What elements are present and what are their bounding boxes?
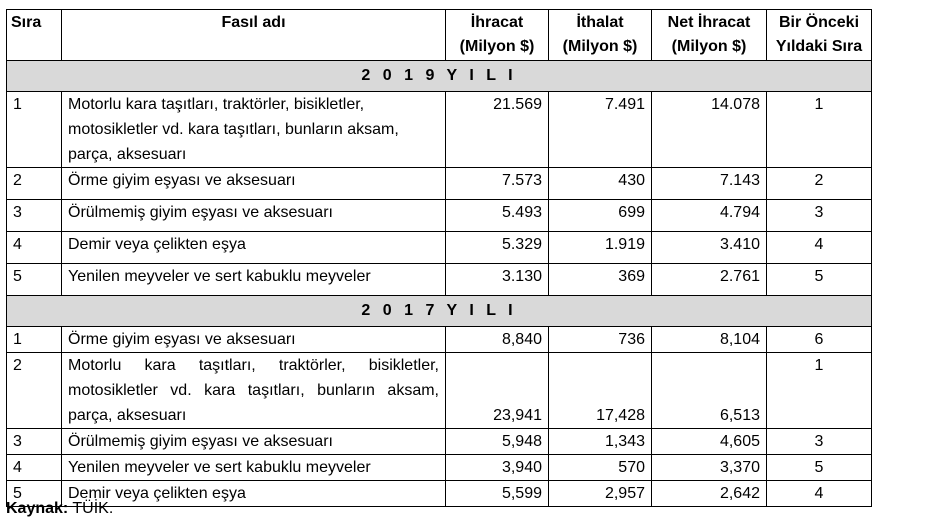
cell-ihracat: 8,840	[446, 327, 549, 353]
cell-net: 7.143	[652, 168, 767, 200]
cell-sira: 2	[7, 353, 62, 429]
cell-net: 14.078	[652, 92, 767, 168]
cell-ithalat: 699	[549, 200, 652, 232]
cell-fasil: Örme giyim eşyası ve aksesuarı	[62, 327, 446, 353]
cell-fasil: Motorlu kara taşıtları, traktörler, bisikletler, motosikletler vd. kara taşıtları, bunların aksam, parça, aksesuarı	[62, 92, 446, 168]
source-note	[6, 500, 113, 518]
cell-sira: 5	[7, 264, 62, 296]
table-row	[7, 200, 872, 232]
section-2019-row	[7, 61, 872, 92]
table-row	[7, 92, 872, 168]
table-row	[7, 429, 872, 455]
cell-ihracat: 21.569	[446, 92, 549, 168]
cell-net: 3,370	[652, 455, 767, 481]
cell-ithalat: 17,428	[549, 353, 652, 429]
cell-ithalat: 2,957	[549, 481, 652, 507]
table-row	[7, 481, 872, 507]
cell-fasil: Örülmemiş giyim eşyası ve aksesuarı	[62, 429, 446, 455]
cell-onceki: 2	[767, 168, 872, 200]
cell-sira: 1	[7, 327, 62, 353]
cell-ithalat: 1,343	[549, 429, 652, 455]
header-ihracat: İhracat (Milyon $)	[446, 10, 549, 61]
header-net: Net İhracat (Milyon $)	[652, 10, 767, 61]
cell-net: 4.794	[652, 200, 767, 232]
cell-sira: 5	[7, 481, 62, 507]
cell-fasil: Örülmemiş giyim eşyası ve aksesuarı	[62, 200, 446, 232]
cell-ithalat: 369	[549, 264, 652, 296]
cell-ihracat: 3,940	[446, 455, 549, 481]
cell-sira: 4	[7, 455, 62, 481]
cell-net: 2,642	[652, 481, 767, 507]
cell-ithalat: 570	[549, 455, 652, 481]
cell-net: 8,104	[652, 327, 767, 353]
cell-net: 4,605	[652, 429, 767, 455]
cell-onceki: 5	[767, 455, 872, 481]
cell-ithalat: 1.919	[549, 232, 652, 264]
section-2017-title: 2 0 1 7 Y I L I	[7, 296, 872, 327]
cell-onceki: 1	[767, 353, 872, 429]
table-row	[7, 168, 872, 200]
cell-onceki: 5	[767, 264, 872, 296]
header-sira: Sıra	[7, 10, 62, 61]
cell-net: 3.410	[652, 232, 767, 264]
cell-ihracat: 7.573	[446, 168, 549, 200]
cell-fasil: Örme giyim eşyası ve aksesuarı	[62, 168, 446, 200]
header-onceki: Bir Önceki Yıldaki Sıra	[767, 10, 872, 61]
cell-ihracat: 5.493	[446, 200, 549, 232]
cell-onceki: 4	[767, 481, 872, 507]
cell-fasil: Yenilen meyveler ve sert kabuklu meyveler	[62, 455, 446, 481]
cell-fasil: Demir veya çelikten eşya	[62, 481, 446, 507]
cell-sira: 3	[7, 200, 62, 232]
cell-onceki: 3	[767, 200, 872, 232]
source-value: TÜİK.	[68, 500, 114, 517]
cell-sira: 4	[7, 232, 62, 264]
table-row	[7, 353, 872, 429]
cell-net: 6,513	[652, 353, 767, 429]
cell-onceki: 6	[767, 327, 872, 353]
cell-fasil: Yenilen meyveler ve sert kabuklu meyveler	[62, 264, 446, 296]
cell-sira: 3	[7, 429, 62, 455]
cell-fasil: Demir veya çelikten eşya	[62, 232, 446, 264]
cell-fasil: Motorlu kara taşıtları, traktörler, bisikletler, motosikletler vd. kara taşıtları, bunların aksam, parça, aksesuarı	[62, 353, 446, 429]
header-row	[7, 10, 872, 61]
cell-sira: 2	[7, 168, 62, 200]
cell-net: 2.761	[652, 264, 767, 296]
cell-ihracat: 5.329	[446, 232, 549, 264]
table-row	[7, 232, 872, 264]
cell-ithalat: 7.491	[549, 92, 652, 168]
cell-onceki: 4	[767, 232, 872, 264]
table-row	[7, 327, 872, 353]
source-label: Kaynak:	[6, 500, 69, 517]
section-2019-title: 2 0 1 9 Y I L I	[7, 61, 872, 92]
table-row	[7, 264, 872, 296]
cell-ihracat: 5,599	[446, 481, 549, 507]
cell-ihracat: 23,941	[446, 353, 549, 429]
table-row	[7, 455, 872, 481]
header-ithalat: İthalat (Milyon $)	[549, 10, 652, 61]
section-2017-row	[7, 296, 872, 327]
export-table	[6, 9, 872, 507]
cell-onceki: 3	[767, 429, 872, 455]
cell-ihracat: 5,948	[446, 429, 549, 455]
header-fasil: Fasıl adı	[62, 10, 446, 61]
cell-onceki: 1	[767, 92, 872, 168]
cell-ihracat: 3.130	[446, 264, 549, 296]
cell-ithalat: 736	[549, 327, 652, 353]
cell-ithalat: 430	[549, 168, 652, 200]
cell-sira: 1	[7, 92, 62, 168]
